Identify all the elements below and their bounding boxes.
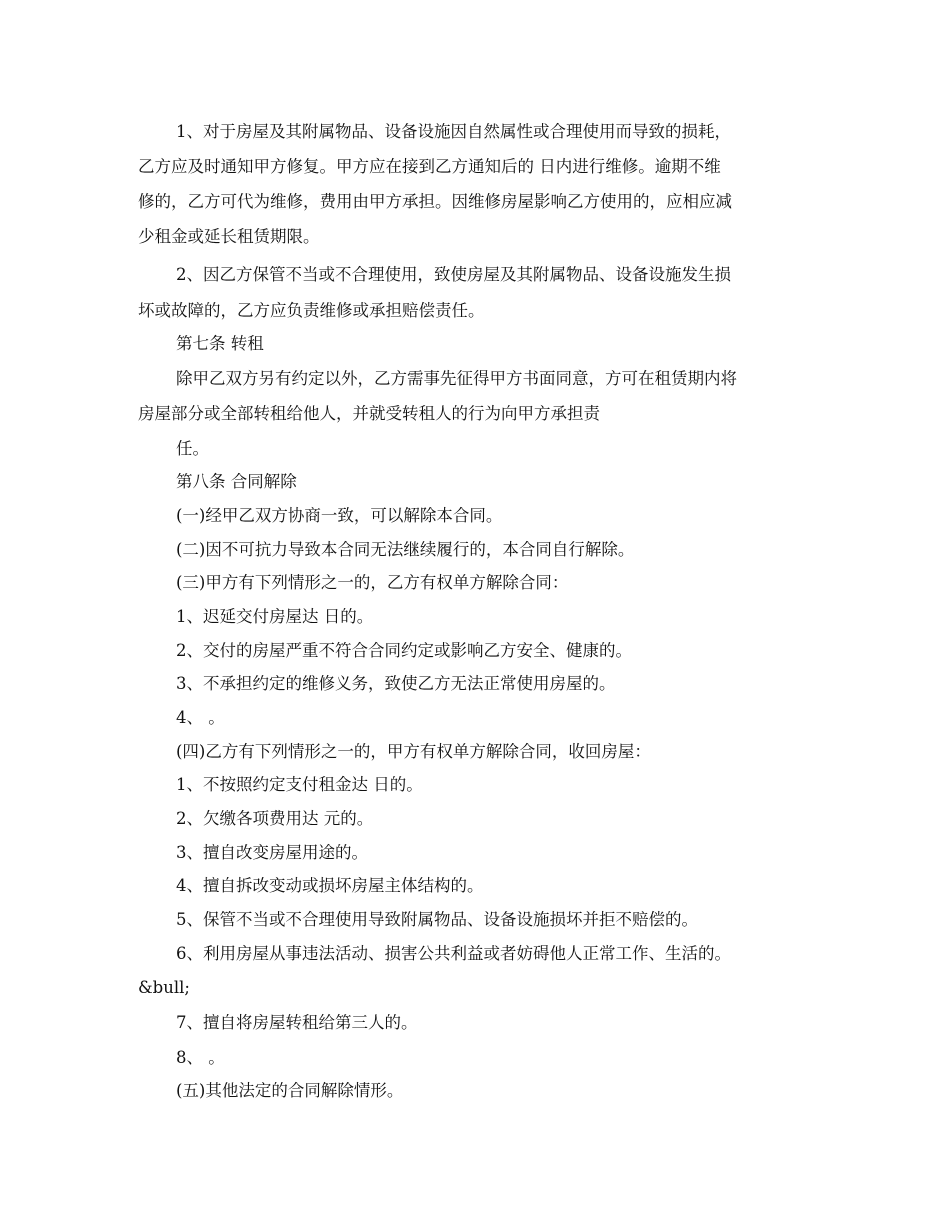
list-item: 6、利用房屋从事违法活动、损害公共利益或者妨碍他人正常工作、生活的。 bbox=[176, 944, 731, 963]
paragraph-line: 少租金或延长租赁期限。 bbox=[138, 227, 320, 246]
paragraph-line: (二)因不可抗力导致本合同无法继续履行的，本合同自行解除。 bbox=[176, 540, 635, 559]
list-item: 7、擅自将房屋转租给第三人的。 bbox=[176, 1013, 418, 1032]
list-item: 2、交付的房屋严重不符合合同约定或影响乙方安全、健康的。 bbox=[176, 641, 632, 660]
list-item: 8、 。 bbox=[176, 1048, 225, 1067]
list-item: 1、不按照约定支付租金达 日的。 bbox=[176, 775, 423, 794]
paragraph-line: 修的，乙方可代为维修，费用由甲方承担。因维修房屋影响乙方使用的，应相应减 bbox=[138, 192, 732, 211]
section-heading: 第八条 合同解除 bbox=[176, 472, 297, 491]
section-heading: 第七条 转租 bbox=[176, 334, 264, 353]
paragraph-line: 2、因乙方保管不当或不合理使用，致使房屋及其附属物品、设备设施发生损 bbox=[176, 265, 731, 284]
list-item: 3、擅自改变房屋用途的。 bbox=[176, 843, 368, 862]
stray-entity-text: &bull; bbox=[138, 978, 190, 997]
list-item: 5、保管不当或不合理使用导致附属物品、设备设施损坏并拒不赔偿的。 bbox=[176, 910, 698, 929]
list-item: 2、欠缴各项费用达 元的。 bbox=[176, 809, 374, 828]
paragraph-line: 除甲乙双方另有约定以外，乙方需事先征得甲方书面同意，方可在租赁期内将 bbox=[176, 369, 737, 388]
paragraph-line: (五)其他法定的合同解除情形。 bbox=[176, 1081, 404, 1100]
paragraph-line: 任。 bbox=[176, 439, 209, 458]
paragraph-line: (一)经甲乙双方协商一致，可以解除本合同。 bbox=[176, 506, 503, 525]
list-item: 4、擅自拆改变动或损坏房屋主体结构的。 bbox=[176, 876, 484, 895]
list-item: 4、 。 bbox=[176, 708, 225, 727]
paragraph-line: 乙方应及时通知甲方修复。甲方应在接到乙方通知后的 日内进行维修。逾期不维 bbox=[138, 157, 721, 176]
paragraph-line: 坏或故障的，乙方应负责维修或承担赔偿责任。 bbox=[138, 301, 485, 320]
list-item: 3、不承担约定的维修义务，致使乙方无法正常使用房屋的。 bbox=[176, 674, 616, 693]
paragraph-line: (三)甲方有下列情形之一的，乙方有权单方解除合同： bbox=[176, 573, 569, 592]
paragraph-line: (四)乙方有下列情形之一的，甲方有权单方解除合同，收回房屋： bbox=[176, 742, 651, 761]
paragraph-line: 房屋部分或全部转租给他人，并就受转租人的行为向甲方承担责 bbox=[138, 404, 600, 423]
paragraph-line: 1、对于房屋及其附属物品、设备设施因自然属性或合理使用而导致的损耗， bbox=[176, 122, 731, 141]
list-item: 1、迟延交付房屋达 日的。 bbox=[176, 607, 374, 626]
